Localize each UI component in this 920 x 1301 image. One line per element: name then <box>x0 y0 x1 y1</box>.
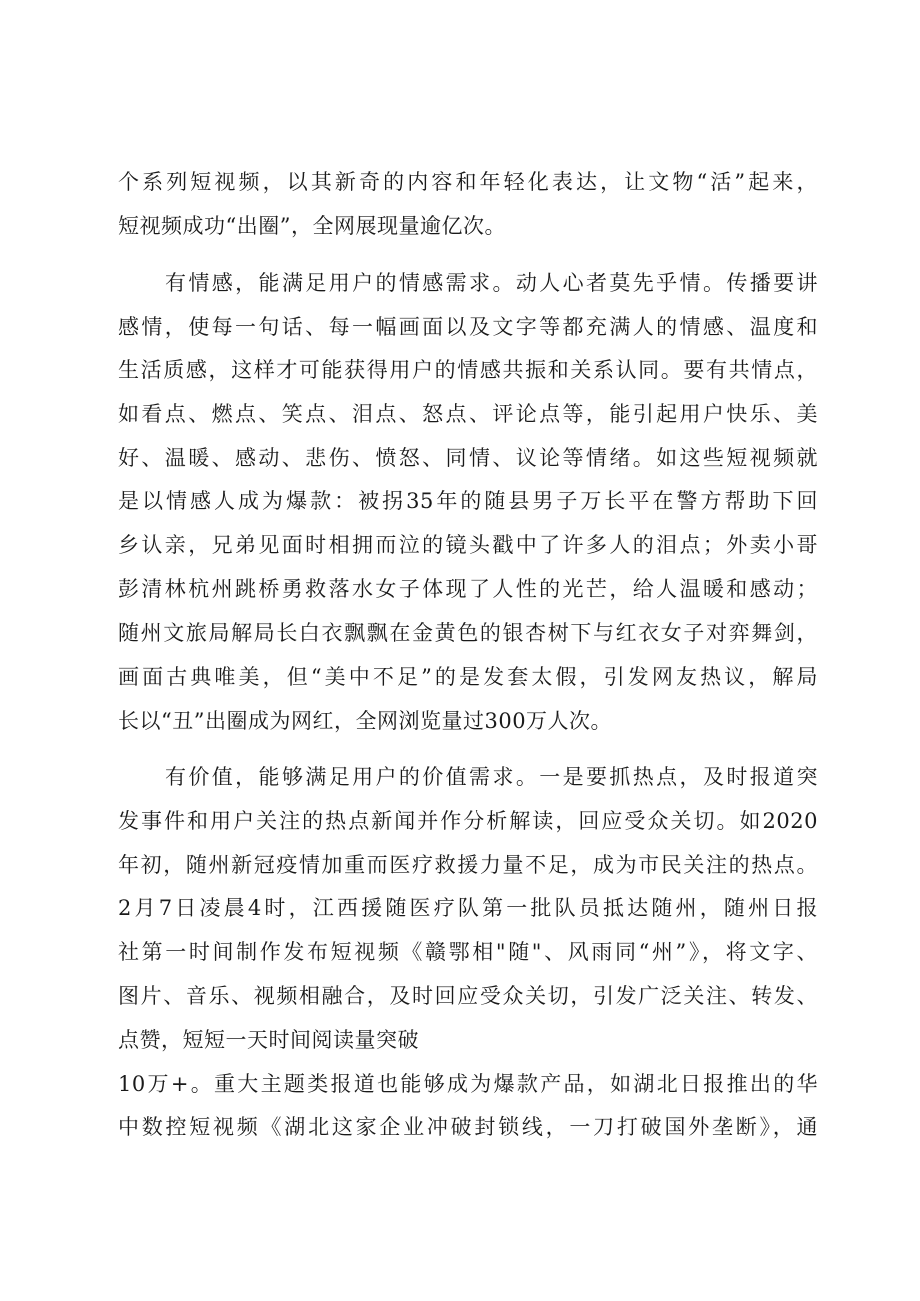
body-line: 长以“丑”出圈成为网红，全网浏览量过300万人次。 <box>118 709 613 733</box>
body-line: 发事件和用户关注的热点新闻并作分析解读，回应受众关切。如2020 <box>118 809 818 833</box>
body-line: 生活质感，这样才可能获得用户的情感共振和关系认同。要有共情点， <box>118 358 818 382</box>
body-line: 如看点、燃点、笑点、泪点、怒点、评论点等，能引起用户快乐、美 <box>118 402 818 426</box>
body-line: 短视频成功“出圈”，全网展现量逾亿次。 <box>118 214 506 238</box>
body-line: 乡认亲，兄弟见面时相拥而泣的镜头戳中了许多人的泪点；外卖小哥 <box>118 533 818 557</box>
body-line: 好、温暖、感动、悲伤、愤怒、同情、议论等情绪。如这些短视频就 <box>118 446 818 470</box>
body-line: 2月7日凌晨4时，江西援随医疗队第一批队员抵达随州，随州日报 <box>118 896 818 920</box>
body-line: 中数控短视频《湖北这家企业冲破封锁线，一刀打破国外垄断》，通 <box>118 1115 818 1139</box>
body-line: 图片、音乐、视频相融合，及时回应受众关切，引发广泛关注、转发、 <box>118 984 818 1008</box>
paragraph-start-line: 有价值，能够满足用户的价值需求。一是要抓热点，及时报道突 <box>165 765 818 789</box>
body-line: 彭清林杭州跳桥勇救落水女子体现了人性的光芒，给人温暖和感动； <box>118 577 818 601</box>
body-line: 画面古典唯美，但“美中不足”的是发套太假，引发网友热议，解局 <box>118 665 818 689</box>
paragraph-start-line: 有情感，能满足用户的情感需求。动人心者莫先乎情。传播要讲 <box>165 271 818 295</box>
body-line: 点赞，短短一天时间阅读量突破 <box>118 1028 419 1052</box>
body-line: 随州文旅局解局长白衣飘飘在金黄色的银杏树下与红衣女子对弈舞剑， <box>118 621 818 645</box>
body-line: 10万+。重大主题类报道也能够成为爆款产品，如湖北日报推出的华 <box>118 1072 818 1096</box>
body-line: 感情，使每一句话、每一幅画面以及文字等都充满人的情感、温度和 <box>118 315 818 339</box>
body-line: 个系列短视频，以其新奇的内容和年轻化表达，让文物“活”起来， <box>118 170 818 194</box>
body-line: 年初，随州新冠疫情加重而医疗救援力量不足，成为市民关注的热点。 <box>118 853 818 877</box>
body-line: 是以情感人成为爆款：被拐35年的随县男子万长平在警方帮助下回 <box>118 489 818 513</box>
body-line: 社第一时间制作发布短视频《赣鄂相"随"、风雨同“州”》，将文字、 <box>118 940 818 964</box>
